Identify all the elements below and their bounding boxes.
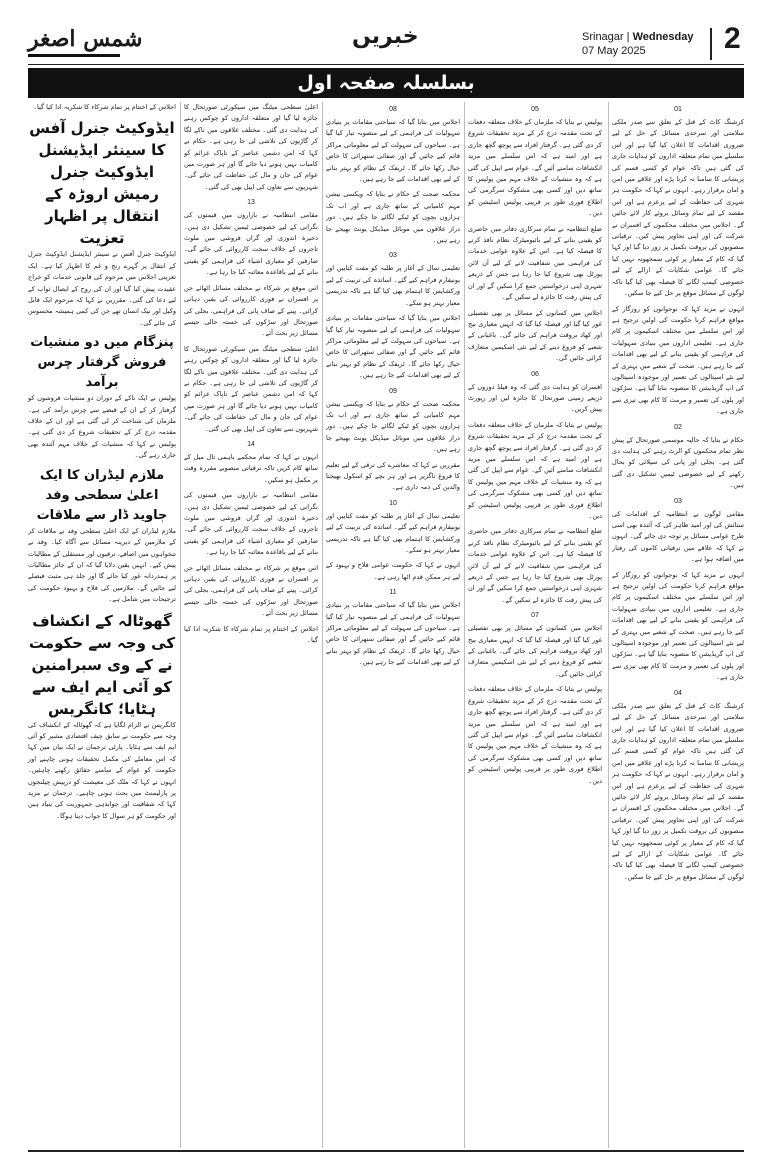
item-number: 06 bbox=[531, 370, 539, 378]
article-text bbox=[468, 117, 602, 365]
paragraph: اجلاس کے اختتام پر تمام شرکاء کا شکریہ ادا کیا گیا۔ bbox=[33, 103, 176, 111]
paragraph: پولیس نے بتایا کہ ملزمان کے خلاف متعلقہ دفعات کے تحت مقدمہ درج کر کے مزید تحقیقات شروع کر دی گئی ہے۔ گرفتار افراد سے پوچھ گچھ جاری ہے اور امید ہے کہ اس سلسلے میں مزید انکشافات سامنے آئیں گے۔ عوام سے اپیل کی گئی ہے کہ وہ منشیات کے خلاف مہم میں پولیس کا ساتھ دیں اور کسی بھی مشکوک سرگرمی کی اطلاع فوری طور پر قریبی پولیس اسٹیشن کو دیں۔ bbox=[468, 118, 602, 218]
column-rule bbox=[464, 102, 465, 1148]
paragraph: تعلیمی سال کے آغاز پر طلبہ کو مفت کتابیں اور یونیفارم فراہم کیے گئے۔ اساتذہ کی تربیت کے لیے ورکشاپس کا اہتمام بھی کیا گیا ہے تاکہ تدریسی معیار بہتر ہو سکے۔ bbox=[326, 511, 460, 554]
paragraph: اس موقع پر شرکاء نے مختلف مسائل اٹھائے جن پر افسران نے فوری کارروائی کی یقین دہانی کرائی۔ پینے کے صاف پانی کی فراہمی، بجلی کی صورتحال اور سڑکوں کی خستہ حالی جیسے مسائل زیر بحث آئے۔ bbox=[184, 283, 318, 338]
headline-advocate-general: ایڈوکیٹ جنرل آفس کا سینئر ایڈیشنل ایڈوکیٹ جنرل رمیش اروڑہ کے انتقال پر اظہار تعزیت bbox=[29, 119, 175, 248]
paragraph: مقامی لوگوں نے انتظامیہ کے اقدامات کی ستائش کی اور امید ظاہر کی کہ آئندہ بھی اسی طرح عوامی مسائل پر توجہ دی جائے گی۔ انہوں نے کہا کہ علاقے میں ترقیاتی کاموں کی رفتار میں اضافہ ہوا ہے۔ bbox=[612, 509, 744, 564]
item-number: 01 bbox=[674, 106, 682, 113]
paragraph: ضلع انتظامیہ نے تمام سرکاری دفاتر میں حاضری کو یقینی بنانے کے لیے بائیومیٹرک نظام نافذ کرنے کا فیصلہ کیا ہے۔ اس کے علاوہ عوامی خدمات کی فراہمی میں شفافیت لانے کے لیے آن لائن پورٹل بھی شروع کیا جا رہا ہے جس کے ذریعے شہری اپنی درخواستیں جمع کرا سکیں گے اور ان کی پیش رفت کا جائزہ لے سکیں گے۔ bbox=[468, 527, 602, 604]
paragraph: اعلیٰ سطحی میٹنگ میں سیکورٹی صورتحال کا جائزہ لیا گیا اور متعلقہ اداروں کو چوکس رہنے کی ہدایت دی گئی۔ مختلف علاقوں میں ناکے لگا کر گاڑیوں کی تلاشی لی جا رہی ہے۔ حکام نے کہا کہ امن دشمن عناصر کے ناپاک عزائم کو کامیاب نہیں ہونے دیا جائے گا اور ہر صورت میں عوام کی جان و مال کی حفاظت کی جائے گی۔ شہریوں سے تعاون کی اپیل بھی کی گئی۔ bbox=[184, 344, 318, 433]
section-title: خبریں bbox=[352, 24, 419, 49]
paragraph: انہوں نے کہا کہ حکومت عوامی فلاح و بہبود کے لیے ہر ممکن قدم اٹھا رہی ہے۔ bbox=[326, 561, 460, 581]
item-number: 14 bbox=[247, 440, 255, 448]
item-number: 03 bbox=[674, 497, 682, 505]
item-number: 02 bbox=[674, 423, 682, 431]
paragraph: اجلاس میں بتایا گیا کہ سیاحتی مقامات پر بنیادی سہولیات کی فراہمی کے لیے منصوبہ تیار کیا گیا ہے۔ سیاحوں کی سہولت کے لیے معلوماتی مراکز قائم کیے جائیں گے اور صفائی ستھرائی کا خاص خیال رکھا جائے گا۔ ٹریفک کے نظام کو بہتر بنانے کے لیے بھی اقدامات کیے جا رہے ہیں۔ bbox=[326, 118, 460, 184]
paragraph: ضلع انتظامیہ نے تمام سرکاری دفاتر میں حاضری کو یقینی بنانے کے لیے بائیومیٹرک نظام نافذ کرنے کا فیصلہ کیا ہے۔ اس کے علاوہ عوامی خدمات کی فراہمی میں شفافیت لانے کے لیے آن لائن پورٹل بھی شروع کیا جا رہا ہے جس کے ذریعے شہری اپنی درخواستیں جمع کرا سکیں گے اور ان کی پیش رفت کا جائزہ لے سکیں گے۔ bbox=[468, 224, 602, 302]
column-3 bbox=[326, 102, 460, 1148]
column-5 bbox=[28, 102, 176, 1148]
paragraph: کرشنگ کاٹ کے قتل کے تعلق سے صدر ملکی سلامتی اور سرحدی مسائل کے حل کے لیے ضروری اقدامات کا اعلان کیا گیا ہے اور اس سلسلے میں تمام متعلقہ اداروں کو ہدایات جاری کی گئی ہیں تاکہ عوام کو کسی قسم کی پریشانی کا سامنا نہ کرنا پڑے اور علاقے میں امن و امان برقرار رہے۔ انہوں نے کہا کہ حکومت ہر شہری کی حفاظت کے لیے پرعزم ہے اور اس مقصد کے لیے تمام وسائل بروئے کار لائے جائیں گے۔ اجلاس میں مختلف محکموں کے افسران نے شرکت کی اور اپنی تجاویز پیش کیں۔ ترقیاتی منصوبوں کی بروقت تکمیل پر زور دیا گیا اور کہا گیا کہ کام کے معیار پر کوئی سمجھوتہ نہیں کیا جائے گا۔ عوامی شکایات کے ازالے کے لیے خصوصی کیمپ لگانے کا فیصلہ بھی کیا گیا تاکہ لوگوں کے مسائل موقع پر حل کیے جا سکیں۔ bbox=[612, 701, 744, 881]
paragraph: تعلیمی سال کے آغاز پر طلبہ کو مفت کتابیں اور یونیفارم فراہم کیے گئے۔ اساتذہ کی تربیت کے لیے ورکشاپس کا اہتمام بھی کیا گیا ہے تاکہ تدریسی معیار بہتر ہو سکے۔ bbox=[326, 264, 460, 307]
dateline bbox=[582, 30, 694, 58]
paragraph: مقامی انتظامیہ نے بازاروں میں قیمتوں کی نگرانی کے لیے خصوصی ٹیمیں تشکیل دی ہیں۔ ذخیرہ اندوزی اور گراں فروشی میں ملوث تاجروں کے خلاف سخت کارروائی کی جائے گی۔ صارفین کو معیاری اشیاء کی فراہمی کو یقینی بنانے کے لیے باقاعدہ معائنہ کیا جا رہا ہے۔ bbox=[184, 211, 318, 277]
footer-rule bbox=[28, 1150, 744, 1152]
column-rule bbox=[322, 102, 323, 1148]
paragraph: مقامی انتظامیہ نے بازاروں میں قیمتوں کی نگرانی کے لیے خصوصی ٹیمیں تشکیل دی ہیں۔ ذخیرہ اندوزی اور گراں فروشی میں ملوث تاجروں کے خلاف سخت کارروائی کی جائے گی۔ صارفین کو معیاری اشیاء کی فراہمی کو یقینی بنانے کے لیے باقاعدہ معائنہ کیا جا رہا ہے۔ bbox=[184, 491, 318, 557]
paragraph: افسران کو ہدایت دی گئی کہ وہ فیلڈ دوروں کے ذریعے زمینی صورتحال کا جائزہ لیں اور رپورٹ پیش کریں۔ bbox=[468, 382, 602, 414]
paragraph: کرشنگ کاٹ کے قتل کے تعلق سے صدر ملکی سلامتی اور سرحدی مسائل کے حل کے لیے ضروری اقدامات کا اعلان کیا گیا ہے اور اس سلسلے میں تمام متعلقہ اداروں کو ہدایات جاری کی گئی ہیں تاکہ عوام کو کسی قسم کی پریشانی کا سامنا نہ کرنا پڑے اور علاقے میں امن و امان برقرار رہے۔ انہوں نے کہا کہ حکومت ہر شہری کی حفاظت کے لیے پرعزم ہے اور اس مقصد کے لیے تمام وسائل بروئے کار لائے جائیں گے۔ اجلاس میں مختلف محکموں کے افسران نے شرکت کی اور اپنی تجاویز پیش کیں۔ ترقیاتی منصوبوں کی بروقت تکمیل پر زور دیا گیا اور کہا گیا کہ کام کے معیار پر کوئی سمجھوتہ نہیں کیا جائے گا۔ عوامی شکایات کے ازالے کے لیے خصوصی کیمپ لگانے کا فیصلہ بھی کیا گیا تاکہ لوگوں کے مسائل موقع پر حل کیے جا سکیں۔ bbox=[612, 118, 744, 298]
item-number: 07 bbox=[531, 612, 539, 620]
item-number: 10 bbox=[389, 499, 397, 507]
paragraph: ایڈوکیٹ جنرل آفس نے سینئر ایڈیشنل ایڈوکیٹ جنرل کے انتقال پر گہرے رنج و غم کا اظہار کیا ہے۔ ایک تعزیتی اجلاس میں مرحوم کی قانونی خدمات کو خراج عقیدت پیش کیا گیا اور ان کی روح کے ایصال ثواب کے لیے دعا کی گئی۔ مقررین نے کہا کہ مرحوم ایک قابل وکیل اور نیک انسان تھے جن کی کمی ہمیشہ محسوس کی جائے گی۔ bbox=[28, 250, 176, 327]
article-text bbox=[612, 435, 744, 492]
paragraph: اعلیٰ سطحی میٹنگ میں سیکورٹی صورتحال کا جائزہ لیا گیا اور متعلقہ اداروں کو چوکس رہنے کی ہدایت دی گئی۔ مختلف علاقوں میں ناکے لگا کر گاڑیوں کی تلاشی لی جا رہی ہے۔ حکام نے کہا کہ امن دشمن عناصر کے ناپاک عزائم کو کامیاب نہیں ہونے دیا جائے گا اور ہر صورت میں عوام کی جان و مال کی حفاظت کی جائے گی۔ شہریوں سے تعاون کی اپیل بھی کی گئی۔ bbox=[184, 103, 318, 191]
article-text bbox=[28, 102, 176, 113]
dateline-day: Wednesday bbox=[632, 31, 694, 43]
article-text bbox=[326, 263, 460, 381]
article-text bbox=[28, 720, 176, 823]
article-text bbox=[326, 511, 460, 583]
paragraph: اس موقع پر شرکاء نے مختلف مسائل اٹھائے جن پر افسران نے فوری کارروائی کی یقین دہانی کرائی۔ پینے کے صاف پانی کی فراہمی، بجلی کی صورتحال اور سڑکوں کی خستہ حالی جیسے مسائل زیر بحث آئے۔ bbox=[184, 563, 318, 618]
paragraph: اجلاس میں بتایا گیا کہ سیاحتی مقامات پر بنیادی سہولیات کی فراہمی کے لیے منصوبہ تیار کیا گیا ہے۔ سیاحوں کی سہولت کے لیے معلوماتی مراکز قائم کیے جائیں گے اور صفائی ستھرائی کا خاص خیال رکھا جائے گا۔ ٹریفک کے نظام کو بہتر بنانے کے لیے بھی اقدامات کیے جا رہے ہیں۔ bbox=[326, 601, 460, 667]
headline-congress: گھوٹالہ کے انکشاف کی وجہ سے حکومت نے کے وی سبرامنین کو آئی ایم ایف سے ہٹایا؛ کانگریس bbox=[28, 611, 176, 718]
paragraph: حکام نے بتایا کہ حالیہ موسمی صورتحال کے پیش نظر تمام محکموں کو الرٹ رہنے کی ہدایت دی گئی ہے۔ بجلی اور پانی کی سپلائی کو بحال رکھنے کے لیے خصوصی ٹیمیں تشکیل دی گئی ہیں۔ bbox=[612, 435, 744, 490]
newspaper-logo: شمس اصغر bbox=[28, 26, 143, 52]
paragraph: پولیس نے بتایا کہ ملزمان کے خلاف متعلقہ دفعات کے تحت مقدمہ درج کر کے مزید تحقیقات شروع کر دی گئی ہے۔ گرفتار افراد سے پوچھ گچھ جاری ہے اور امید ہے کہ اس سلسلے میں مزید انکشافات سامنے آئیں گے۔ عوام سے اپیل کی گئی ہے کہ وہ منشیات کے خلاف مہم میں پولیس کا ساتھ دیں اور کسی بھی مشکوک سرگرمی کی اطلاع فوری طور پر قریبی پولیس اسٹیشن کو دیں۔ bbox=[468, 685, 602, 785]
item-number: 09 bbox=[389, 387, 397, 395]
masthead-rule bbox=[28, 64, 744, 65]
masthead bbox=[22, 18, 750, 66]
item-number: 11 bbox=[389, 589, 397, 597]
page-number: 2 bbox=[724, 22, 741, 55]
article-text bbox=[326, 399, 460, 494]
dateline-separator: | bbox=[626, 31, 630, 43]
page-number-divider bbox=[710, 28, 712, 60]
logo-underline bbox=[28, 54, 120, 57]
paragraph: پولیس نے ایک ناکے کے دوران دو منشیات فروشوں کو گرفتار کر کے ان کے قبضے سے چرس برآمد کی ہے۔ ملزمان کی شناخت کر لی گئی ہے اور ان کے خلاف مقدمہ درج کر کے تحقیقات شروع کر دی گئی ہے۔ پولیس نے کہا کہ منشیات کے خلاف مہم آئندہ بھی جاری رہے گی۔ bbox=[28, 394, 176, 460]
item-number: 13 bbox=[247, 199, 255, 207]
article-text bbox=[612, 509, 744, 684]
article-text bbox=[326, 117, 460, 246]
column-rule bbox=[180, 102, 181, 1148]
article-text bbox=[326, 600, 460, 668]
paragraph: اجلاس میں بتایا گیا کہ سیاحتی مقامات پر بنیادی سہولیات کی فراہمی کے لیے منصوبہ تیار کیا گیا ہے۔ سیاحوں کی سہولت کے لیے معلوماتی مراکز قائم کیے جائیں گے اور صفائی ستھرائی کا خاص خیال رکھا جائے گا۔ ٹریفک کے نظام کو بہتر بنانے کے لیے بھی اقدامات کیے جا رہے ہیں۔ bbox=[326, 314, 460, 380]
paragraph: انہوں نے مزید کہا کہ نوجوانوں کو روزگار کے مواقع فراہم کرنا حکومت کی اولین ترجیح ہے اور اس سلسلے میں مختلف اسکیموں پر کام جاری ہے۔ تعلیمی اداروں میں بنیادی سہولیات کی فراہمی کو یقینی بنانے کے لیے بھی اقدامات کیے جا رہے ہیں۔ صحت کے شعبے میں بہتری کے لیے نئے اسپتالوں کی تعمیر اور موجودہ اسپتالوں کی اپ گریڈیشن کا منصوبہ بنایا گیا ہے۔ سڑکوں اور پلوں کی تعمیر و مرمت کا کام بھی تیزی سے جاری ہے۔ bbox=[612, 304, 744, 416]
item-number: 04 bbox=[674, 689, 682, 697]
item-number: 05 bbox=[531, 106, 539, 113]
article-text bbox=[184, 452, 318, 647]
article-text bbox=[184, 210, 318, 435]
column-1 bbox=[612, 102, 744, 1148]
item-number: 03 bbox=[389, 252, 397, 260]
paragraph: مقررین نے کہا کہ معاشرے کی ترقی کے لیے تعلیم کا فروغ ناگزیر ہے اور ہر بچے کو اسکول بھیجنا والدین کی ذمہ داری ہے۔ bbox=[326, 460, 460, 492]
article-text bbox=[28, 249, 176, 329]
paragraph: انہوں نے کہا کہ تمام محکمے باہمی تال میل کے ساتھ کام کریں تاکہ ترقیاتی منصوبے مقررہ وقت پر مکمل ہو سکیں۔ bbox=[184, 452, 318, 484]
paragraph: انہوں نے مزید کہا کہ نوجوانوں کو روزگار کے مواقع فراہم کرنا حکومت کی اولین ترجیح ہے اور اس سلسلے میں مختلف اسکیموں پر کام جاری ہے۔ تعلیمی اداروں میں بنیادی سہولیات کی فراہمی کو یقینی بنانے کے لیے بھی اقدامات کیے جا رہے ہیں۔ صحت کے شعبے میں بہتری کے لیے نئے اسپتالوں کی تعمیر اور موجودہ اسپتالوں کی اپ گریڈیشن کا منصوبہ بنایا گیا ہے۔ سڑکوں اور پلوں کی تعمیر و مرمت کا کام بھی تیزی سے جاری ہے۔ bbox=[612, 570, 744, 682]
paragraph: پولیس نے بتایا کہ ملزمان کے خلاف متعلقہ دفعات کے تحت مقدمہ درج کر کے مزید تحقیقات شروع کر دی گئی ہے۔ گرفتار افراد سے پوچھ گچھ جاری ہے اور امید ہے کہ اس سلسلے میں مزید انکشافات سامنے آئیں گے۔ عوام سے اپیل کی گئی ہے کہ وہ منشیات کے خلاف مہم میں پولیس کا ساتھ دیں اور کسی بھی مشکوک سرگرمی کی اطلاع فوری طور پر قریبی پولیس اسٹیشن کو دیں۔ bbox=[468, 420, 602, 520]
headline-employees-delegation: ملازم لیڈران کا ایک اعلیٰ سطحی وفد جاوید ڈار سے ملاقات bbox=[36, 467, 168, 523]
article-text bbox=[468, 382, 602, 607]
article-text bbox=[28, 393, 176, 461]
article-text bbox=[612, 701, 744, 884]
dateline-city: Srinagar bbox=[582, 31, 624, 43]
column-4 bbox=[184, 102, 318, 1148]
article-text bbox=[612, 117, 744, 418]
dateline-date: 07 May 2025 bbox=[582, 45, 646, 57]
column-rule bbox=[608, 102, 609, 1148]
column-2 bbox=[468, 102, 602, 1148]
paragraph: محکمہ صحت کے حکام نے بتایا کہ ویکسی نیشن مہم کامیابی کے ساتھ جاری ہے اور اب تک ہزاروں بچوں کو ٹیکے لگائے جا چکے ہیں۔ دور دراز علاقوں میں موبائل میڈیکل یونٹ بھیجے جا رہے ہیں۔ bbox=[326, 399, 460, 454]
paragraph: کانگریس نے الزام لگایا ہے کہ گھوٹالہ کے انکشاف کی وجہ سے حکومت نے سابق چیف اقتصادی مشیر کو آئی ایم ایف سے ہٹایا۔ پارٹی ترجمان نے ایک بیان میں کہا کہ اس معاملے کی مکمل تحقیقات ہونی چاہیے اور حکومت کو عوام کے سامنے حقائق رکھنے چاہئیں۔ انہوں نے کہا کہ ملک کی معیشت کو درپیش چیلنجوں پر پارلیمنٹ میں بحث ہونی چاہیے۔ ترجمان نے مزید کہا کہ شفافیت اور جوابدہی جمہوریت کی بنیاد ہیں اور حکومت کو ہر سوال کا جواب دینا ہوگا۔ bbox=[28, 720, 176, 820]
paragraph: اجلاس میں کسانوں کے مسائل پر بھی تفصیلی غور کیا گیا اور فیصلہ کیا گیا کہ انہیں معیاری بیج اور کھاد بروقت فراہم کی جائے گی۔ باغبانی کے شعبے کو فروغ دینے کے لیے نئی اسکیمیں متعارف کرائی جائیں گی۔ bbox=[468, 624, 602, 678]
headline-drug-peddlers: پنزگام میں دو منشیات فروش گرفتار چرس برآمد bbox=[30, 335, 174, 391]
paragraph: اجلاس کے اختتام پر تمام شرکاء کا شکریہ ادا کیا گیا۔ bbox=[184, 624, 318, 645]
paragraph: اجلاس میں کسانوں کے مسائل پر بھی تفصیلی غور کیا گیا اور فیصلہ کیا گیا کہ انہیں معیاری بیج اور کھاد بروقت فراہم کی جائے گی۔ باغبانی کے شعبے کو فروغ دینے کے لیے نئی اسکیمیں متعارف کرائی جائیں گی۔ bbox=[468, 308, 602, 363]
article-text bbox=[184, 102, 318, 193]
paragraph: محکمہ صحت کے حکام نے بتایا کہ ویکسی نیشن مہم کامیابی کے ساتھ جاری ہے اور اب تک ہزاروں بچوں کو ٹیکے لگائے جا چکے ہیں۔ دور دراز علاقوں میں موبائل میڈیکل یونٹ بھیجے جا رہے ہیں۔ bbox=[326, 190, 460, 245]
article-text bbox=[468, 623, 602, 787]
paragraph: ملازم لیڈران کے ایک اعلیٰ سطحی وفد نے ملاقات کر کے ملازمین کے دیرینہ مسائل سے آگاہ کیا۔ وفد نے تنخواہوں میں اضافے، ترقیوں اور مستقلی کے مطالبات پیش کیے۔ انہیں یقین دلایا گیا کہ ان کے جائز مطالبات پر ہمدردانہ غور کیا جائے گا اور جلد ہی مثبت فیصلے لیے جائیں گے۔ ملازمین کی فلاح و بہبود حکومت کی ترجیحات میں شامل ہے۔ bbox=[28, 526, 176, 604]
article-columns bbox=[28, 102, 744, 1148]
item-number: 08 bbox=[389, 106, 397, 113]
section-band: بسلسلہ صفحہ اول bbox=[28, 68, 744, 98]
article-text bbox=[28, 526, 176, 606]
